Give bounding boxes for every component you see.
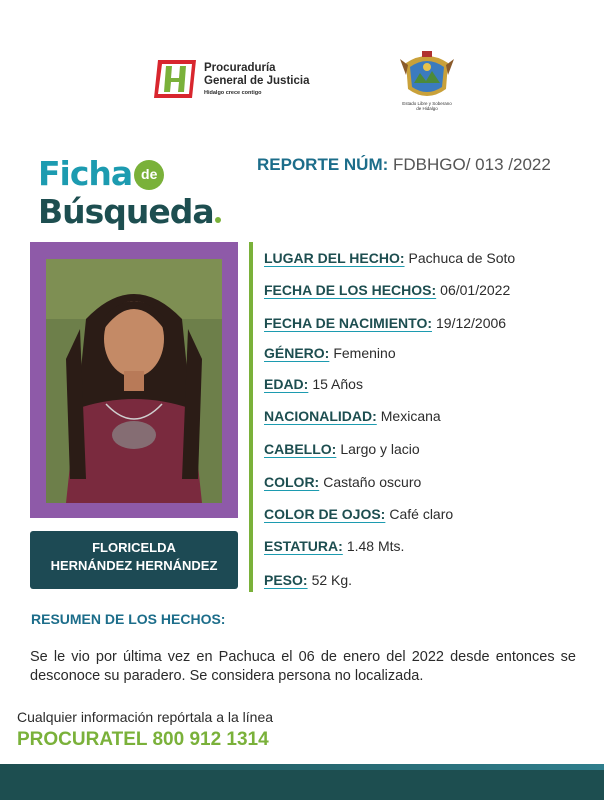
field-value: Mexicana — [380, 408, 441, 424]
title-busqueda-text: Búsqueda — [38, 192, 214, 231]
field-color-ojos — [264, 506, 453, 522]
field-label: COLOR DE OJOS: — [264, 506, 386, 522]
field-label: FECHA DE NACIMIENTO: — [264, 315, 432, 331]
report-value: FDBHGO/ 013 /2022 — [393, 155, 551, 174]
field-nacionalidad — [264, 408, 441, 424]
org-line2: General de Justicia — [204, 75, 310, 87]
field-label: NACIONALIDAD: — [264, 408, 377, 424]
field-label: PESO: — [264, 572, 308, 588]
footer-band — [0, 764, 604, 800]
field-value: 1.48 Mts. — [346, 538, 405, 554]
field-value: 15 Años — [312, 376, 363, 392]
field-value: Pachuca de Soto — [408, 250, 516, 266]
field-value: Castaño oscuro — [323, 474, 422, 490]
report-label: REPORTE NÚM: — [257, 155, 389, 174]
field-label: ESTATURA: — [264, 538, 343, 554]
summary-title: RESUMEN DE LOS HECHOS: — [31, 611, 226, 627]
title-dot — [215, 217, 221, 223]
field-label: GÉNERO: — [264, 345, 330, 361]
field-value: Café claro — [389, 506, 454, 522]
field-cabello — [264, 441, 420, 457]
name-line2: HERNÁNDEZ HERNÁNDEZ — [50, 558, 218, 573]
contact-line: Cualquier información repórtala a la línea — [17, 709, 274, 725]
title-de-badge: de — [134, 160, 164, 190]
title-ficha: Ficha — [38, 154, 133, 193]
pgj-logo-text — [204, 62, 309, 96]
field-edad — [264, 376, 363, 392]
field-value: Largo y lacio — [340, 441, 420, 457]
photo-frame — [30, 242, 238, 518]
title-busqueda — [38, 193, 221, 231]
org-line1: Procuraduría — [204, 62, 276, 74]
field-fecha-nacimiento — [264, 315, 506, 331]
field-value: 52 Kg. — [311, 572, 353, 588]
field-estatura — [264, 538, 404, 554]
portrait-illustration — [46, 259, 222, 503]
field-genero — [264, 345, 396, 361]
h-logo-icon — [152, 58, 198, 100]
field-lugar — [264, 250, 515, 266]
field-label: LUGAR DEL HECHO: — [264, 250, 405, 266]
org-slogan: Hidalgo crece contigo — [204, 90, 262, 96]
name-line1: FLORICELDA — [92, 540, 176, 555]
field-peso — [264, 572, 352, 588]
field-label: EDAD: — [264, 376, 309, 392]
divider-bar — [249, 242, 253, 592]
state-line1: Estado Libre y Soberano — [402, 101, 452, 106]
report-number — [257, 155, 551, 175]
field-value: 19/12/2006 — [436, 315, 507, 331]
person-name — [30, 531, 238, 589]
state-name — [388, 101, 466, 111]
footer-stripe — [0, 764, 604, 770]
contact-phone: PROCURATEL 800 912 1314 — [17, 729, 269, 750]
field-fecha-hechos — [264, 282, 510, 298]
field-label: COLOR: — [264, 474, 320, 490]
page-title — [38, 155, 221, 231]
field-label: CABELLO: — [264, 441, 337, 457]
field-color — [264, 474, 421, 490]
summary-text: Se le vio por última vez en Pachuca el 06 de enero del 2022 desde entonces se desconoce su paradero. Se considera persona no localizada. — [30, 649, 576, 684]
field-label: FECHA DE LOS HECHOS: — [264, 282, 437, 298]
state-line2: de Hidalgo — [416, 106, 438, 111]
field-value: 06/01/2022 — [440, 282, 511, 298]
person-photo — [46, 259, 222, 503]
pgj-logo — [152, 58, 322, 102]
field-value: Femenino — [333, 345, 396, 361]
